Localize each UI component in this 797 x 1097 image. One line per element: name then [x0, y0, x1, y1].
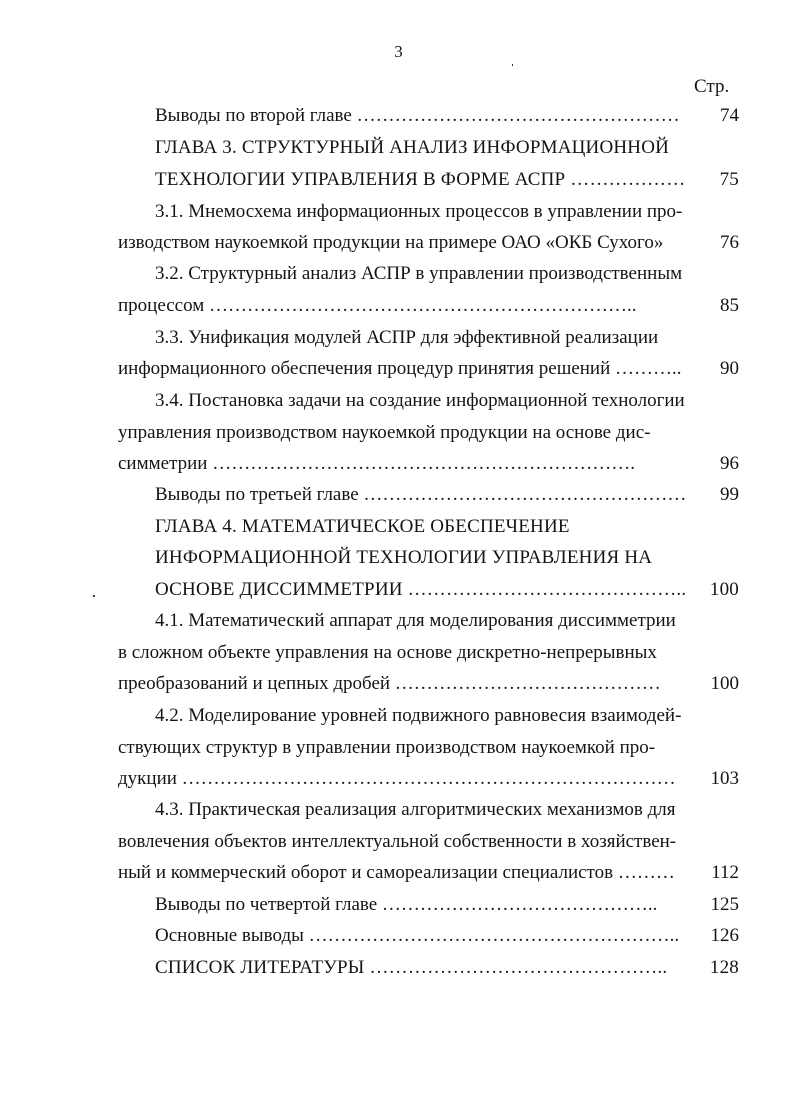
scan-speck: [93, 595, 95, 597]
toc-line: [0, 449, 797, 479]
toc-entry-text: 4.3. Практическая реализация алгоритмических механизмов для: [155, 799, 676, 820]
toc-line: [0, 480, 797, 510]
toc-line: [0, 733, 797, 763]
toc-line: [0, 228, 797, 258]
toc-page-number: 112: [711, 862, 739, 883]
toc-line: [0, 323, 797, 353]
toc-entry-text: ГЛАВА 4. МАТЕМАТИЧЕСКОЕ ОБЕСПЕЧЕНИЕ: [155, 516, 570, 537]
toc-entry-text: преобразований и цепных дробей ……………………………………: [118, 673, 661, 694]
toc-entry-text: Выводы по четвертой главе ……………………………………..: [155, 894, 658, 915]
toc-line: [0, 259, 797, 289]
toc-entry-text: 3.4. Постановка задачи на создание информационной технологии: [155, 390, 685, 411]
toc-page-number: 103: [710, 768, 739, 789]
toc-line: [0, 165, 797, 195]
toc-entry-text: вовлечения объектов интеллектуальной собственности в хозяйствен-: [118, 831, 677, 852]
toc-line: [0, 953, 797, 983]
toc-line: [0, 354, 797, 384]
toc-line: [0, 386, 797, 416]
toc-entry-text: Выводы по третьей главе ……………………………………………: [155, 484, 687, 505]
toc-line: [0, 418, 797, 448]
toc-page-number: 128: [709, 957, 739, 978]
toc-entry-text: дукции ……………………………………………………………………: [118, 768, 676, 789]
toc-line: [0, 921, 797, 951]
toc-line: [0, 669, 797, 699]
page-column-header: Стр.: [694, 76, 730, 97]
toc-line: [0, 827, 797, 857]
toc-entry-text: процессом …………………………………………………………..: [118, 295, 637, 316]
toc-entry-text: информационного обеспечения процедур принятия решений ………..: [118, 358, 682, 379]
toc-entry-text: ГЛАВА 3. СТРУКТУРНЫЙ АНАЛИЗ ИНФОРМАЦИОННОЙ: [155, 137, 670, 158]
toc-page-number: 126: [710, 925, 739, 946]
toc-line: [0, 291, 797, 321]
toc-entry-text: 3.3. Унификация модулей АСПР для эффективной реализации: [155, 327, 659, 348]
toc-entry-text: Выводы по второй главе ……………………………………………: [155, 105, 680, 126]
toc-line: [0, 764, 797, 794]
toc-page-number: 100: [709, 579, 739, 600]
toc-entry-text: Основные выводы …………………………………………………..: [155, 925, 680, 946]
toc-page-number: 85: [720, 295, 739, 316]
toc-entry-text: 4.1. Математический аппарат для моделирования диссимметрии: [155, 610, 676, 631]
toc-entry-text: управления производством наукоемкой продукции на основе дис-: [118, 422, 651, 443]
toc-entry-text: в сложном объекте управления на основе дискретно-непрерывных: [118, 642, 657, 663]
toc-entry-text: ИНФОРМАЦИОННОЙ ТЕХНОЛОГИИ УПРАВЛЕНИЯ НА: [155, 547, 653, 568]
toc-page-number: 90: [720, 358, 739, 379]
toc-entry-text: ствующих структур в управлении производством наукоемкой про-: [118, 737, 656, 758]
toc-entry-text: СПИСОК ЛИТЕРАТУРЫ ………………………………………..: [155, 957, 668, 978]
toc-page-number: 76: [720, 232, 739, 253]
toc-line: [0, 701, 797, 731]
toc-entry-text: ный и коммерческий оборот и самореализации специалистов ………: [118, 862, 675, 883]
scan-speck: [512, 64, 513, 66]
toc-line: [0, 512, 797, 542]
toc-entry-text: симметрии ………………………………………………………….: [118, 453, 635, 474]
toc-entry-text: 3.1. Мнемосхема информационных процессов в управлении про-: [155, 201, 683, 222]
toc-entry-text: изводством наукоемкой продукции на примере ОАО «ОКБ Сухого»: [118, 232, 664, 253]
toc-line: [0, 795, 797, 825]
toc-line: [0, 858, 797, 888]
toc-entry-text: 4.2. Моделирование уровней подвижного равновесия взаимодей-: [155, 705, 682, 726]
toc-line: [0, 638, 797, 668]
toc-line: [0, 197, 797, 227]
page-number: 3: [394, 42, 403, 61]
toc-entry-text: ОСНОВЕ ДИССИММЕТРИИ ……………………………………..: [155, 579, 687, 600]
toc-page-number: 125: [710, 894, 739, 915]
toc-line: [0, 101, 797, 131]
toc-line: [0, 575, 797, 605]
toc-entry-text: ТЕХНОЛОГИИ УПРАВЛЕНИЯ В ФОРМЕ АСПР ………………: [155, 169, 686, 190]
toc-page-number: 100: [710, 673, 739, 694]
toc-page-number: 99: [720, 484, 739, 505]
toc-page-number: 75: [719, 169, 739, 190]
toc-line: [0, 890, 797, 920]
toc-line: [0, 133, 797, 163]
toc-line: [0, 543, 797, 573]
toc-page-number: 74: [720, 105, 739, 126]
toc-line: [0, 606, 797, 636]
toc-page-number: 96: [720, 453, 739, 474]
toc-entry-text: 3.2. Структурный анализ АСПР в управлении производственным: [155, 263, 683, 284]
